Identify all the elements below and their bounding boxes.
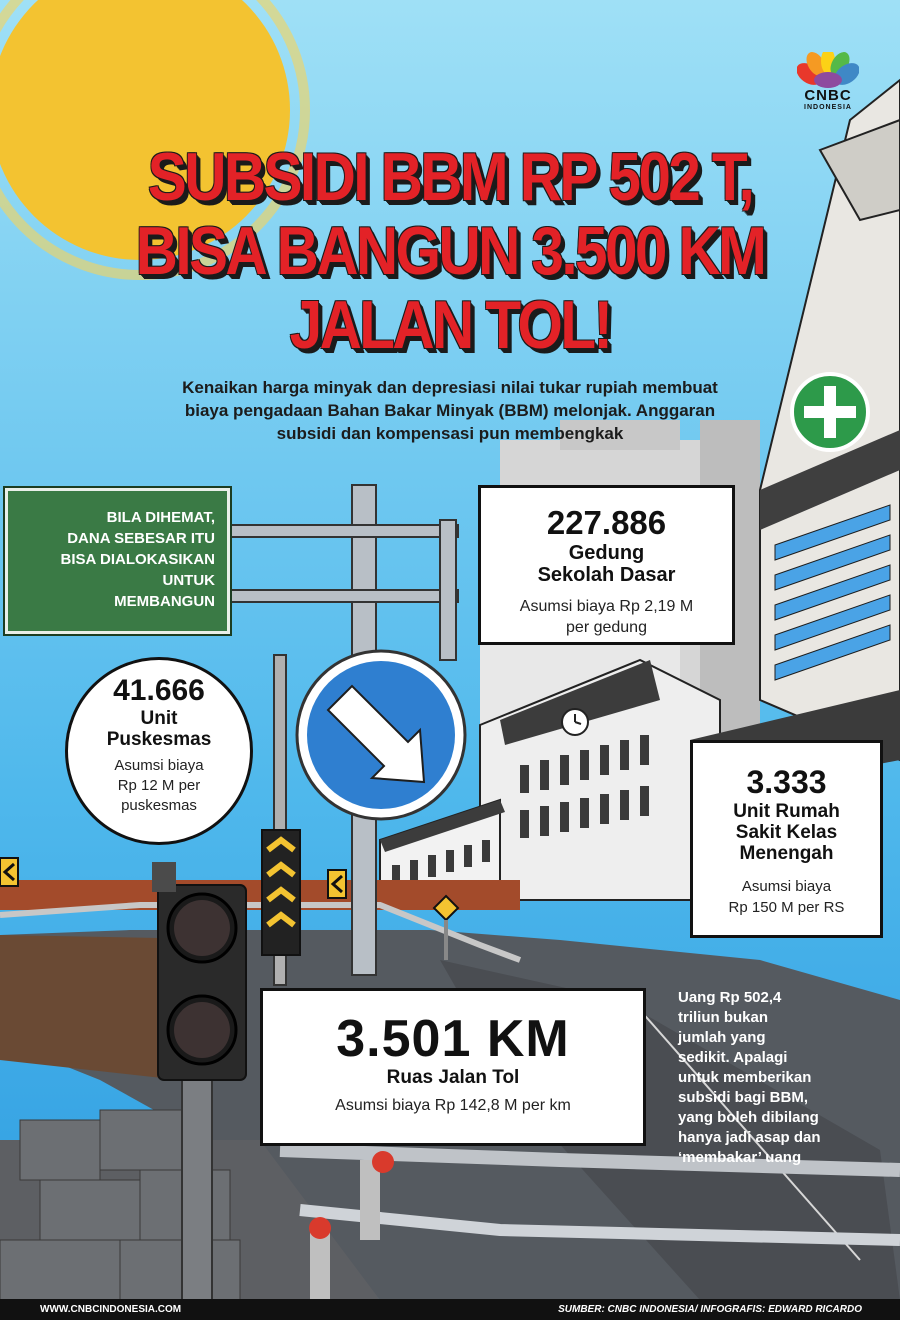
side-line: Uang Rp 502,4: [678, 989, 782, 1006]
green-road-sign: [5, 488, 230, 634]
peacock-logo-icon: [797, 52, 859, 88]
chevron-left-icon: [0, 858, 18, 886]
side-line: triliun bukan: [678, 1009, 768, 1026]
footer-website: WWW.CNBCINDONESIA.COM: [40, 1304, 182, 1315]
footer-bar: [0, 1299, 900, 1320]
stat-label: Sakit Kelas: [735, 822, 838, 843]
footer-credits: SUMBER: CNBC INDONESIA/ INFOGRAFIS: EDWARD RICARDO: [558, 1304, 862, 1315]
brand-logo: [790, 52, 866, 112]
side-line: subsidi bagi BBM,: [678, 1089, 809, 1106]
reflector-icon: [309, 1217, 331, 1239]
intro-paragraph: [110, 376, 790, 445]
side-line: jumlah yang: [678, 1029, 766, 1046]
sign-line: BILA DIHEMAT,: [106, 509, 215, 526]
chevron-left-icon: [328, 870, 346, 898]
stat-label: Sekolah Dasar: [537, 564, 676, 586]
title-line: SUBSIDI BBM RP 502 T,: [147, 139, 753, 215]
sign-line: UNTUK: [162, 572, 215, 589]
intro-line: biaya pengadaan Bahan Bakar Minyak (BBM) melonjak. Anggaran: [184, 401, 716, 420]
side-paragraph: [678, 988, 878, 1168]
stat-label: Puskesmas: [106, 729, 212, 750]
puskesmas-stat-card: [65, 657, 253, 845]
stat-note: per gedung: [566, 619, 647, 636]
stat-note: Asumsi biaya: [114, 757, 204, 774]
sign-line: DANA SEBESAR ITU: [67, 530, 215, 547]
stat-note: Asumsi biaya: [741, 878, 832, 895]
stat-label: Gedung: [568, 542, 645, 564]
stat-value: 3.333: [746, 764, 827, 800]
title-line: JALAN TOL!: [289, 287, 611, 363]
stat-value: 227.886: [546, 504, 667, 541]
title-line: BISA BANGUN 3.500 KM: [135, 213, 765, 289]
stat-label: Unit: [140, 708, 178, 729]
stat-label: Unit Rumah: [733, 801, 840, 822]
stat-note: Asumsi biaya Rp 2,19 M: [519, 598, 694, 615]
stat-label: Ruas Jalan Tol: [386, 1067, 520, 1088]
page-title: [115, 140, 786, 362]
brand-name: CNBC: [804, 87, 852, 104]
side-line: untuk memberikan: [678, 1069, 812, 1086]
stat-label: Menengah: [739, 843, 834, 864]
sign-line: BISA DIALOKASIKAN: [60, 551, 215, 568]
side-line: ‘membakar’ uang: [678, 1149, 802, 1166]
sign-line: MEMBANGUN: [114, 593, 215, 610]
side-line: hanya jadi asap dan: [678, 1129, 821, 1146]
reflector-icon: [372, 1151, 394, 1173]
hospital-stat-card: [690, 740, 883, 938]
stat-note: Rp 12 M per: [117, 777, 201, 794]
intro-line: subsidi dan kompensasi pun membengkak: [276, 424, 624, 443]
side-line: yang boleh dibilang: [678, 1109, 819, 1126]
brand-region: INDONESIA: [804, 104, 852, 111]
stat-note: Rp 150 M per RS: [728, 899, 845, 916]
toll-road-stat-card: [260, 988, 646, 1146]
side-line: sedikit. Apalagi: [678, 1049, 788, 1066]
stat-value: 3.501 KM: [336, 1010, 570, 1068]
school-stat-card: [478, 485, 735, 645]
stat-note: Asumsi biaya Rp 142,8 M per km: [335, 1097, 571, 1114]
stat-value: 41.666: [113, 674, 205, 707]
stat-note: puskesmas: [121, 797, 197, 814]
intro-line: Kenaikan harga minyak dan depresiasi nilai tukar rupiah membuat: [182, 378, 718, 397]
